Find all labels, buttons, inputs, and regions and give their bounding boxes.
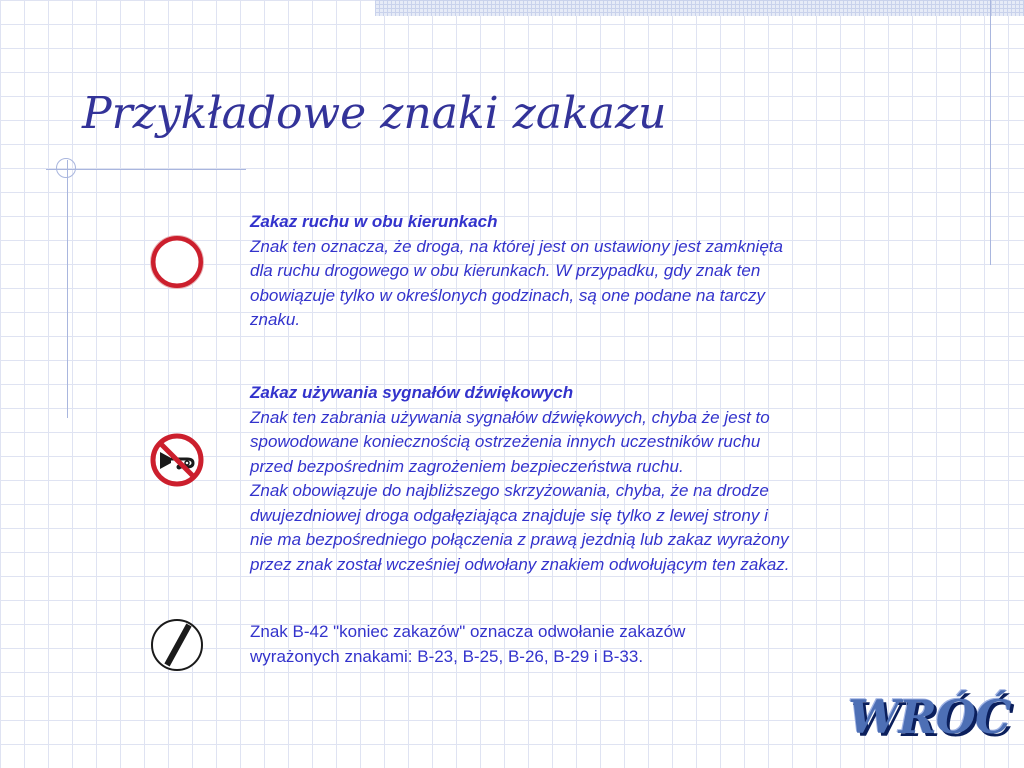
back-button[interactable]: WRÓĆ [848, 690, 1011, 744]
title-underline [46, 169, 246, 170]
crosshair-ornament-icon [56, 158, 76, 178]
sign-2-line: spowodowane koniecznością ostrzeżenia innych uczestników ruchu [250, 432, 761, 451]
sign-description-1 [250, 210, 930, 333]
sign-3-line: Znak B-42 "koniec zakazów" oznacza odwołanie zakazów [250, 622, 686, 641]
sign-1-line: znaku. [250, 310, 301, 329]
header-pattern-band [375, 0, 1024, 16]
sign-1-line: dla ruchu drogowego w obu kierunkach. W przypadku, gdy znak ten [250, 261, 761, 280]
decorative-vertical-line-right [990, 0, 991, 265]
sign-2-line: dwujezdniowej droga odgałęziająca znajduje się tylko z lewej strony i [250, 505, 768, 525]
sign-2-line: nie ma bezpośredniego połączenia z prawą jezdnią lub zakaz wyrażony [250, 530, 789, 549]
sign-heading-1: Zakaz ruchu w obu kierunkach [250, 212, 498, 231]
sign-2-line: Znak ten zabrania używania sygnałów dźwiękowych, chyba że jest to [250, 407, 770, 427]
page-title: Przykładowe znaki zakazu [82, 88, 667, 139]
sign-1-line: obowiązuje tylko w określonych godzinach, są one podane na tarczy [250, 285, 766, 305]
sign-heading-2: Zakaz używania sygnałów dźwiękowych [250, 383, 574, 402]
end-of-prohibitions-sign-icon [149, 617, 203, 671]
sign-2-line: przed bezpośrednim zagrożeniem bezpieczeństwa ruchu. [250, 456, 684, 476]
sign-1-line: Znak ten oznacza, że droga, na której jest on ustawiony jest zamknięta [250, 236, 783, 256]
sign-2-line: przez znak został wcześniej odwołany znakiem odwołującym ten zakaz. [250, 554, 790, 574]
decorative-vertical-line-left [67, 160, 68, 418]
sign-description-3 [250, 620, 930, 669]
sign-description-2 [250, 381, 930, 577]
sign-3-line: wyrażonych znakami: B-23, B-25, B-26, B-29 i B-33. [250, 646, 644, 666]
no-horn-sign-icon [149, 432, 203, 486]
no-entry-both-directions-sign-icon [150, 235, 204, 289]
sign-2-line: Znak obowiązuje do najbliższego skrzyżowania, chyba, że na drodze [250, 481, 769, 500]
